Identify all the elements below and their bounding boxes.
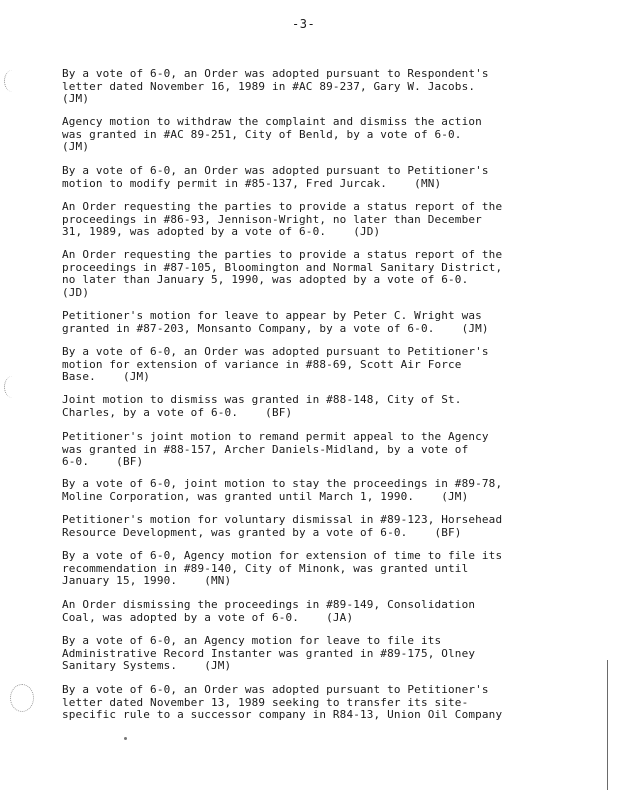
- minutes-entry-89-78: By a vote of 6-0, joint motion to stay the proceedings in #89-78, Moline Corporation, was granted until March 1, 1990. (JM): [62, 477, 503, 503]
- minutes-entry-ac89-251: Agency motion to withdraw the complaint and dismiss the action was granted in #AC 89-251, City of Benld, by a vote of 6-0. (JM): [62, 115, 482, 154]
- minutes-entry-89-175: By a vote of 6-0, an Agency motion for leave to file its Administrative Record Instanter was granted in #89-175, Olney Sanitary Systems. (JM): [62, 634, 476, 673]
- minutes-entry-88-157: Petitioner's joint motion to remand permit appeal to the Agency was granted in #88-157, Archer Daniels-Midland, by a vote of 6-0. (BF): [62, 430, 489, 469]
- minutes-entry-ac89-237: By a vote of 6-0, an Order was adopted pursuant to Respondent's letter dated November 16, 1989 in #AC 89-237, Gary W. Jacobs. (JM): [62, 67, 489, 106]
- binder-hole-mark: [4, 70, 21, 92]
- minutes-entry-85-137: By a vote of 6-0, an Order was adopted pursuant to Petitioner's motion to modify permit in #85-137, Fred Jurcak. (MN): [62, 164, 489, 190]
- minutes-entry-89-149: An Order dismissing the proceedings in #89-149, Consolidation Coal, was adopted by a vote of 6-0. (JA): [62, 598, 476, 624]
- minutes-entry-89-123: Petitioner's motion for voluntary dismissal in #89-123, Horsehead Resource Development, was granted by a vote of 6-0. (BF): [62, 513, 503, 539]
- page-number: -3-: [292, 17, 316, 31]
- minutes-entry-87-105: An Order requesting the parties to provide a status report of the proceedings in #87-105, Bloomington and Normal Sanitary District, no later than January 5, 1990, was adopted by a vote of 6-0. (JD): [62, 248, 503, 299]
- minutes-entry-r84-13: By a vote of 6-0, an Order was adopted pursuant to Petitioner's letter dated November 13, 1989 seeking to transfer its site- specific rule to a successor company in R84-13, Union Oil Company: [62, 683, 503, 722]
- minutes-entry-86-93: An Order requesting the parties to provide a status report of the proceedings in #86-93, Jennison-Wright, no later than December 31, 1989, was adopted by a vote of 6-0. (JD): [62, 200, 503, 239]
- binder-hole-mark: [10, 684, 34, 712]
- minutes-entry-87-203: Petitioner's motion for leave to appear by Peter C. Wright was granted in #87-203, Monsanto Company, by a vote of 6-0. (JM): [62, 309, 489, 335]
- minutes-entry-88-148: Joint motion to dismiss was granted in #88-148, City of St. Charles, by a vote of 6-0. (BF): [62, 393, 462, 419]
- minutes-entry-88-69: By a vote of 6-0, an Order was adopted pursuant to Petitioner's motion for extension of variance in #88-69, Scott Air Force Base. (JM): [62, 345, 489, 384]
- scan-speck: [124, 737, 127, 740]
- scan-edge-line: [607, 660, 608, 790]
- minutes-entry-89-140: By a vote of 6-0, Agency motion for extension of time to file its recommendation in #89-140, City of Minonk, was granted until January 15, 1990. (MN): [62, 549, 503, 588]
- binder-hole-mark: [4, 376, 21, 398]
